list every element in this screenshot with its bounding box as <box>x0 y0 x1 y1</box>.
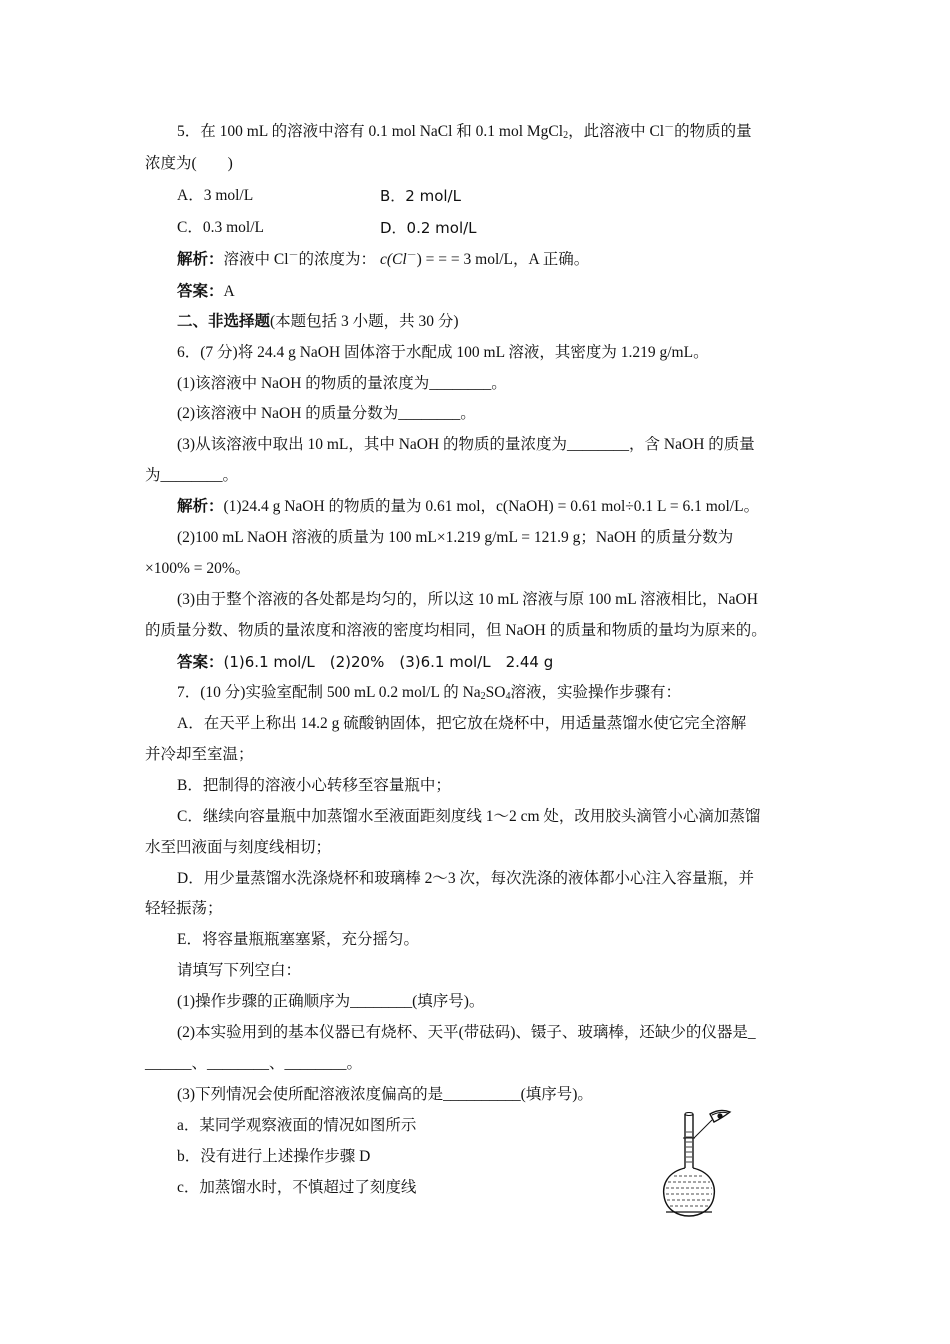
q7-step-b: B．把制得的溶液小心转移至容量瓶中； <box>177 777 451 794</box>
q7-fill-prompt: 请填写下列空白： <box>177 962 302 979</box>
q7-stem-subscript-2: 4 <box>505 691 511 702</box>
q7-step-a: A．在天平上称出 14.2 g 硫酸钠固体，把它放在烧杯中，用适量蒸馏水使它完全溶解 <box>177 715 747 732</box>
q5-stem-text: 5．在 100 mL 的溶液中溶有 0.1 mol NaCl 和 0.1 mol MgCl <box>177 123 564 140</box>
q7-choice-b: b．没有进行上述操作步骤 D <box>177 1148 371 1165</box>
q7-step-e: E．将容量瓶瓶塞塞紧，充分摇匀。 <box>177 931 419 948</box>
q7-stem <box>177 683 842 703</box>
q7-choice-c: c．加蒸馏水时，不慎超过了刻度线 <box>177 1179 417 1196</box>
q5-options-row1 <box>177 186 842 206</box>
q7-step-d-line2: 轻轻振荡； <box>145 900 223 917</box>
q5-stem-subscript: 2 <box>563 130 569 141</box>
q7-sub2-line2: ______、________、________。 <box>145 1055 363 1072</box>
q5-analysis-text: 溶液中 Cl <box>223 251 289 268</box>
q6-analysis-2: (2)100 mL NaOH 溶液的质量为 100 mL×1.219 g/mL = 121.9 g；NaOH 的质量分数为 <box>177 529 734 546</box>
q5-analysis-result: ) = = = 3 mol/L，A 正确。 <box>416 251 590 268</box>
q6-analysis-3-line2: 的质量分数、物质的量浓度和溶液的密度均相同，但 NaOH 的质量和物质的量均为原来的。 <box>145 622 767 639</box>
q5-stem <box>177 122 842 142</box>
q5-option-b: B．2 mol/L <box>380 187 461 205</box>
q7-sub3: (3)下列情况会使所配溶液浓度偏高的是__________(填序号)。 <box>177 1086 593 1103</box>
q7-sub1: (1)操作步骤的正确顺序为________(填序号)。 <box>177 993 485 1010</box>
q6-answer-value: (1)6.1 mol/L (2)20% (3)6.1 mol/L 2.44 g <box>223 653 554 671</box>
section2-note: (本题包括 3 小题，共 30 分) <box>270 313 459 330</box>
q7-step-c: C．继续向容量瓶中加蒸馏水至液面距刻度线 1～2 cm 处，改用胶头滴管小心滴加蒸馏 <box>177 808 761 825</box>
q5-stem-superscript: － <box>664 122 675 133</box>
section2-title: 二、非选择题 <box>177 313 271 330</box>
q7-sub2: (2)本实验用到的基本仪器已有烧杯、天平(带砝码)、镊子、玻璃棒，还缺少的仪器是_ <box>177 1024 756 1041</box>
q7-step-d: D．用少量蒸馏水洗涤烧杯和玻璃棒 2～3 次，每次洗涤的液体都小心注入容量瓶，并 <box>177 870 754 887</box>
q5-answer <box>177 282 842 302</box>
q5-answer-value: A <box>223 283 235 300</box>
q7-stem-text-3: 溶液，实验操作步骤有： <box>510 684 682 701</box>
q5-analysis-text-2: 的浓度为： <box>298 251 377 268</box>
q5-option-d: D．0.2 mol/L <box>380 219 477 237</box>
q5-stem-text-2: ，此溶液中 Cl <box>568 123 665 140</box>
q6-part2: (2)该溶液中 NaOH 的质量分数为________。 <box>177 405 476 422</box>
q6-analysis-2-line2: ×100% = 20%。 <box>145 560 251 577</box>
q5-answer-label: 答案： <box>177 283 224 300</box>
q5-options-row2 <box>177 218 842 238</box>
section2-heading <box>177 312 842 332</box>
q6-part3-line2: 为________。 <box>145 467 239 484</box>
q5-option-c: C．0.3 mol/L <box>177 219 264 236</box>
q7-stem-text: 7．(10 分)实验室配制 500 mL 0.2 mol/L 的 Na <box>177 684 481 701</box>
q7-step-a-line2: 并冷却至室温； <box>145 746 254 763</box>
q7-stem-text-2: SO <box>485 684 506 701</box>
q6-analysis-1-text: (1)24.4 g NaOH 的物质的量为 0.61 mol，c(NaOH) = 0.61 mol÷0.1 L = 6.1 mol/L。 <box>223 498 760 515</box>
q6-analysis-label: 解析： <box>177 498 224 515</box>
q6-answer <box>177 652 842 673</box>
q5-analysis-superscript-2: － <box>406 250 417 261</box>
volumetric-flask-figure <box>660 1108 736 1220</box>
q5-analysis-superscript: － <box>288 250 299 261</box>
q5-option-a: A．3 mol/L <box>177 187 254 204</box>
q6-answer-label: 答案： <box>177 654 224 671</box>
q6-stem: 6．(7 分)将 24.4 g NaOH 固体溶于水配成 100 mL 溶液，其密度为 1.219 g/mL。 <box>177 344 709 361</box>
q5-analysis-formula: c(Cl <box>379 251 407 268</box>
q6-analysis-3: (3)由于整个溶液的各处都是均匀的，所以这 10 mL 溶液与原 100 mL 溶液相比，NaOH <box>177 591 758 608</box>
q5-analysis <box>177 250 842 270</box>
q6-part1: (1)该溶液中 NaOH 的物质的量浓度为________。 <box>177 375 507 392</box>
q5-stem-text-3: 的物质的量 <box>674 123 752 140</box>
eye-icon <box>710 1110 730 1122</box>
q7-stem-subscript: 2 <box>480 691 486 702</box>
q6-part3: (3)从该溶液中取出 10 mL，其中 NaOH 的物质的量浓度为________，含 NaOH 的质量 <box>177 436 755 453</box>
q7-step-c-line2: 水至凹液面与刻度线相切； <box>145 839 332 856</box>
q6-analysis-1 <box>177 497 842 517</box>
q5-analysis-label: 解析： <box>177 251 224 268</box>
q5-stem-line2: 浓度为( ) <box>145 155 233 172</box>
q7-choice-a: a．某同学观察液面的情况如图所示 <box>177 1117 417 1134</box>
